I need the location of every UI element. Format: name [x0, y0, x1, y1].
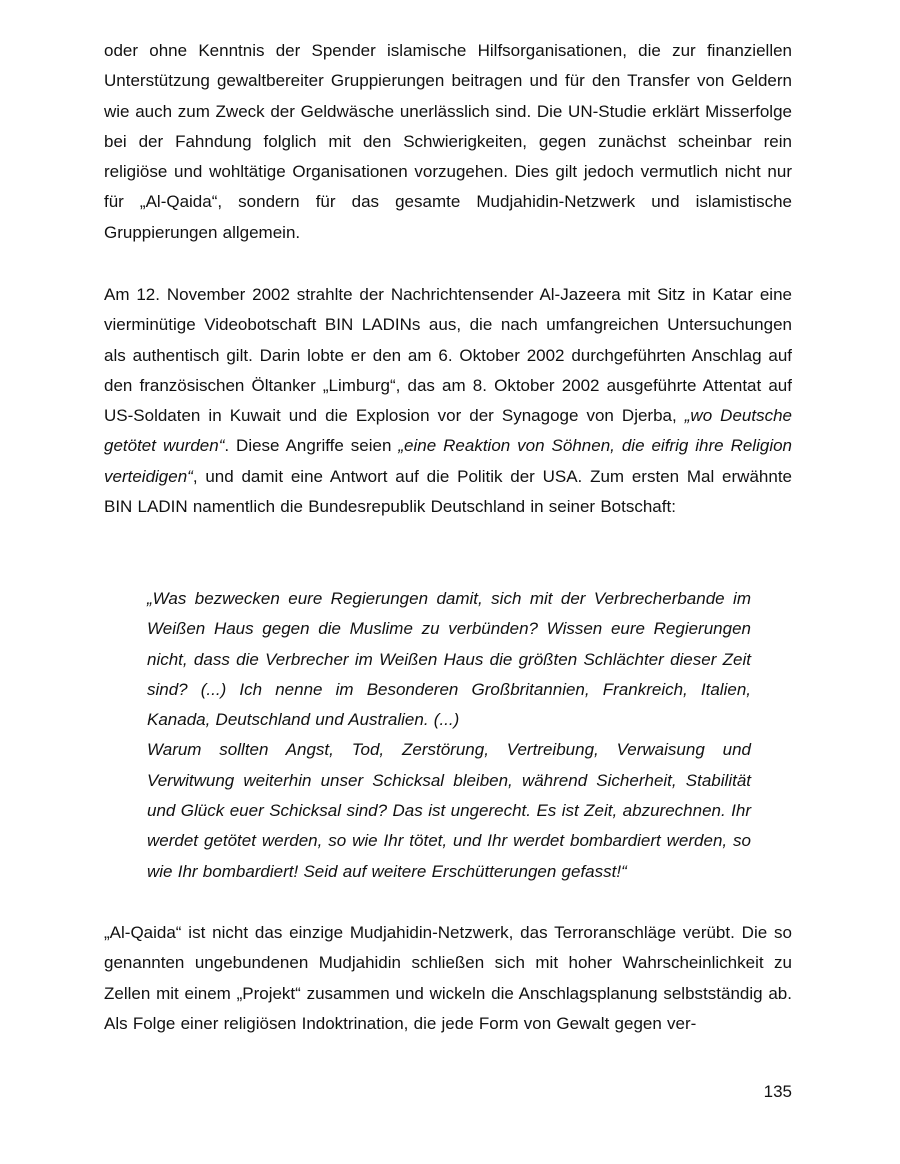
- page-number: 135: [763, 1082, 792, 1101]
- block-quote: [147, 584, 751, 887]
- paragraph-text: , und damit eine Antwort auf die Politik der USA. Zum ersten Mal erwähnte BIN LADIN namentlich die Bundesrepublik Deutschland in seiner Botschaft:: [104, 466, 792, 517]
- paragraph-text: . Diese Angriffe seien: [224, 436, 399, 456]
- block-quote-part-1: „Was bezwecken eure Regierungen damit, sich mit der Verbrecherbande im Weißen Haus gegen die Muslime zu verbünden? Wissen eure Regierungen nicht, dass die Verbrecher im Weißen Haus die größten Schlächter dieser Zeit sind? (...) Ich nenne im Besonderen Großbritannien, Frankreich, Italien, Kanada, Deutschland und Australien. (...): [147, 589, 751, 730]
- paragraph-video-message: [104, 280, 792, 522]
- paragraph-mudjahidin: „Al-Qaida“ ist nicht das einzige Mudjahidin-Netzwerk, das Terroranschläge verübt. Die so genannten ungebundenen Mudjahidin schließen sich mit hoher Wahrscheinlichkeit zu Zellen mit einem „Projekt“ zusammen und wickeln die Anschlagsplanung selbstständig ab. Als Folge einer religiösen Indoktrination, die jede Form von Gewalt gegen ver-: [104, 923, 792, 1033]
- block-quote-part-2: Warum sollten Angst, Tod, Zerstörung, Vertreibung, Verwaisung und Verwitwung weiterhin unser Schicksal bleiben, während Sicherheit, Stabilität und Glück euer Schicksal sind? Das ist ungerecht. Es ist Zeit, abzurechnen. Ihr werdet getötet werden, so wie Ihr tötet, und Ihr werdet bombardiert werden, so wie Ihr bombardiert! Seid auf weitere Erschütterungen gefasst!“: [147, 740, 751, 881]
- inline-quote: „eine Reaktion von Söhnen, die eifrig ihre Religion verteidigen“: [104, 436, 793, 486]
- paragraph-text: Am 12. November 2002 strahlte der Nachrichtensender Al-Jazeera mit Sitz in Katar eine vierminütige Videobotschaft BIN LADINs aus, die nach umfangreichen Untersuchungen als authentisch gilt. Darin lobte er den am 6. Oktober 2002 durchgeführten Anschlag auf den französischen Öltanker „Limburg“, das am 8. Oktober 2002 ausgeführte Attentat auf US-Soldaten in Kuwait und die Explosion vor der Synagoge von Djerba,: [104, 285, 792, 426]
- inline-quote: „wo Deutsche getötet wurden“: [104, 406, 792, 456]
- paragraph-funding: oder ohne Kenntnis der Spender islamische Hilfsorganisationen, die zur finanziellen Unterstützung gewaltbereiter Gruppierungen beitragen und für den Transfer von Geldern wie auch zum Zweck der Geldwäsche unerlässlich sind. Die UN-Studie erklärt Misserfolge bei der Fahndung folglich mit den Schwierigkeiten, gegen zunächst scheinbar rein religiöse und wohltätige Organisationen vorzugehen. Dies gilt jedoch vermutlich nicht nur für „Al-Qaida“, sondern für das gesamte Mudjahidin-Netzwerk und islamistische Gruppierungen allgemein.: [104, 41, 792, 242]
